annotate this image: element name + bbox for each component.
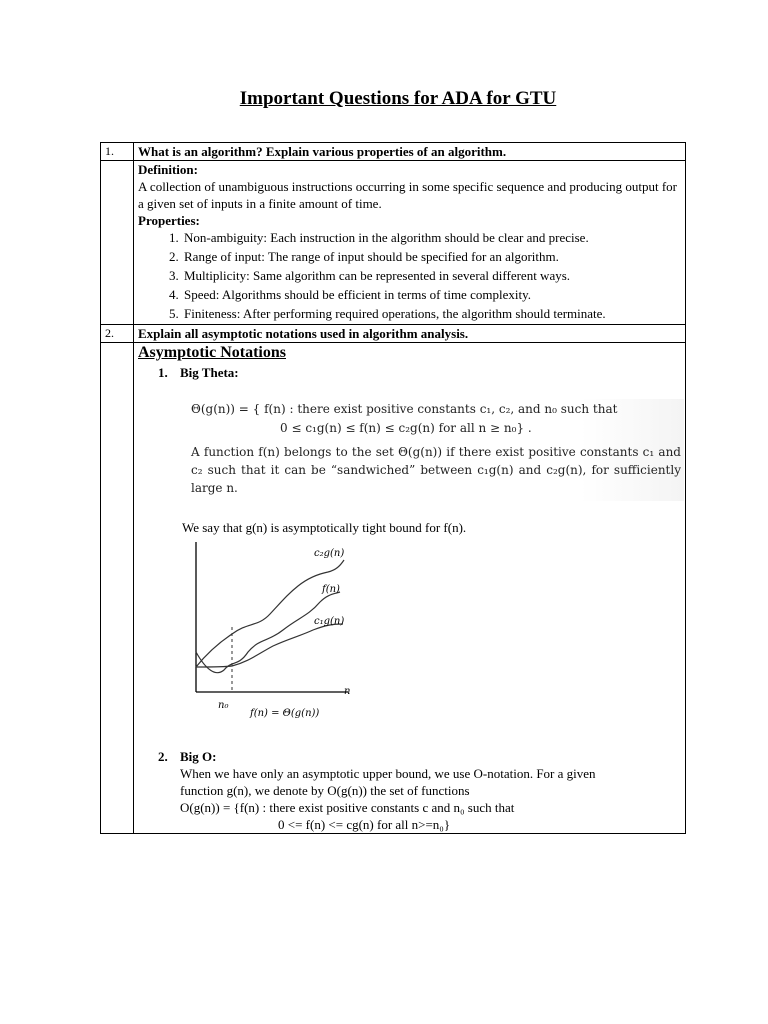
properties-list [138, 229, 681, 322]
lower-bound-curve [196, 624, 343, 667]
definition-line: 0 ≤ c₁g(n) ≤ f(n) ≤ c₂g(n) for all n ≥ n₀} . [280, 421, 532, 435]
answer-row-1 [101, 161, 686, 325]
properties-label: Properties: [138, 213, 200, 228]
lower-label: c₁g(n) [314, 616, 345, 627]
big-o-line: O(g(n)) = {f(n) : there exist positive constants c and n₀ such that [180, 800, 515, 815]
definition-label: Definition: [138, 162, 198, 177]
section-title: Asymptotic Notations [138, 344, 286, 361]
theta-graph [188, 542, 368, 722]
question-text: Explain all asymptotic notations used in algorithm analysis. [134, 325, 686, 343]
list-item: 4. Speed: Algorithms should be efficient in terms of time complexity. [182, 286, 681, 303]
n0-label: n₀ [218, 700, 229, 711]
definition-paragraph: A function f(n) belongs to the set Θ(g(n)) if there exist positive constants c₁ and c₂ such that it can be “sandwiched” between c₁g(n) and c₂g(n), for sufficiently large n. [191, 445, 681, 495]
answer-cell [134, 343, 686, 834]
upper-bound-curve [196, 560, 344, 667]
graph-caption: f(n) = Θ(g(n)) [250, 708, 320, 719]
x-axis-label: n [344, 686, 351, 697]
question-text: What is an algorithm? Explain various properties of an algorithm. [134, 143, 686, 161]
big-o-section [158, 748, 681, 833]
theta-graph-svg [188, 542, 368, 722]
subsection-heading: 1. Big Theta: [158, 365, 239, 380]
question-number: 1. [101, 143, 134, 161]
list-item: 5. Finiteness: After performing required operations, the algorithm should terminate. [182, 305, 681, 322]
upper-label: c₂g(n) [314, 548, 345, 559]
subsection-heading: 2. Big O: [158, 749, 217, 764]
list-item: 2. Range of input: The range of input should be specified for an algorithm. [182, 248, 681, 265]
list-item: 1. Non-ambiguity: Each instruction in the algorithm should be clear and precise. [182, 229, 681, 246]
question-row-1 [101, 143, 686, 161]
big-o-line: function g(n), we denote by O(g(n)) the set of functions [180, 783, 470, 798]
definition-text: A collection of unambiguous instructions occurring in some specific sequence and producing output for a given set of inputs in a finite amount of time. [138, 179, 678, 211]
definition-line: Θ(g(n)) = { f(n) : there exist positive constants c₁, c₂, and n₀ such that [191, 402, 618, 416]
questions-table [100, 142, 686, 834]
theta-definition-image [166, 399, 684, 501]
f-curve [196, 592, 340, 673]
question-number: 2. [101, 325, 134, 343]
big-o-line: 0 <= f(n) <= cg(n) for all n>=n₀} [278, 817, 451, 832]
tight-bound-statement: We say that g(n) is asymptotically tight bound for f(n). [182, 520, 467, 535]
f-label: f(n) [322, 584, 340, 595]
list-item: 3. Multiplicity: Same algorithm can be represented in several different ways. [182, 267, 681, 284]
answer-cell [134, 161, 686, 325]
document-title: Important Questions for ADA for GTU [239, 88, 557, 109]
big-o-line: When we have only an asymptotic upper bound, we use O-notation. For a given [180, 766, 596, 781]
answer-row-2 [101, 343, 686, 834]
question-row-2 [101, 325, 686, 343]
